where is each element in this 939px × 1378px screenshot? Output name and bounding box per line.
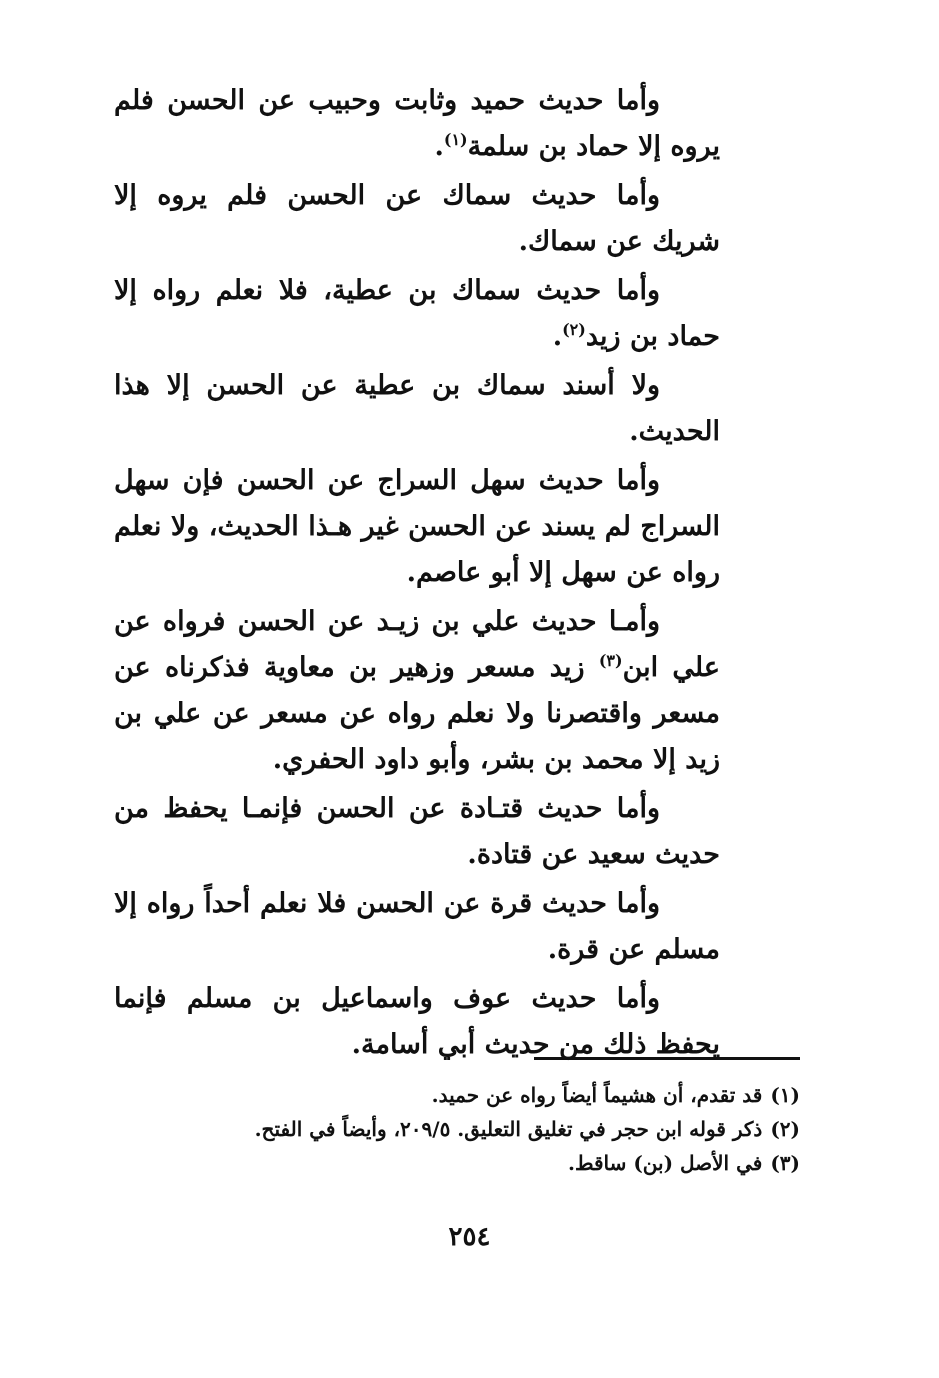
footnote-text: قد تقدم، أن هشيماً أيضاً رواه عن حميد. [431, 1083, 763, 1107]
paragraph-2: وأما حديث سماك عن الحسن فلم يروه إلا شريك عن سماك. [114, 180, 720, 257]
paragraph-7: وأما حديث قتـادة عن الحسن فإنمـا يحفظ من حديث سعيد عن قتادة. [114, 793, 720, 870]
paragraph-8: وأما حديث قرة عن الحسن فلا نعلم أحداً رواه إلا مسلم عن قرة. [114, 888, 720, 965]
paragraph-9: وأما حديث عوف واسماعيل بن مسلم فإنما يحفظ ذلك من حديث أبي أسامة. [114, 983, 720, 1060]
footnotes [194, 1078, 800, 1180]
footnote-ref-3: (٣) [598, 651, 623, 670]
footnote-ref-1: (١) [443, 130, 468, 149]
footnote-2 [194, 1112, 800, 1146]
footnote-1 [194, 1078, 800, 1112]
page-number: ٢٥٤ [448, 1222, 491, 1252]
footnote-number: (٣) [770, 1151, 800, 1175]
footnote-text: ذكر قوله ابن حجر في تغليق التعليق. ٢٠٩/٥، وأيضاً في الفتح. [254, 1117, 763, 1141]
paragraph-5: وأما حديث سهل السراج عن الحسن فإن سهل السراج لم يسند عن الحسن غير هـذا الحديث، ولا نعلم رواه عن سهل إلا أبو عاصم. [114, 465, 720, 588]
paragraph-6: وأمـا حديث علي بن زيـد عن الحسن فرواه عن علي ابن$^{(٣)}$ زيد مسعر وزهير بن معاوية فذكرناه عن مسعر واقتصرنا ولا نعلم رواه عن مسعر عن علي بن زيد إلا محمد بن بشر، وأبو داود الحفري. [114, 606, 720, 775]
footnote-text: في الأصل (بن) ساقط. [568, 1151, 763, 1175]
paragraph-3: وأما حديث سماك بن عطية، فلا نعلم رواه إلا حماد بن زيد$^{(٢)}$. [114, 275, 720, 352]
paragraph-4: ولا أسند سماك بن عطية عن الحسن إلا هذا الحديث. [114, 370, 720, 447]
footnote-ref-2: (٢) [562, 320, 586, 339]
footnote-number: (١) [770, 1083, 800, 1107]
footnote-number: (٢) [770, 1117, 800, 1141]
footnote-3 [194, 1146, 800, 1180]
footnote-separator [534, 1057, 800, 1060]
main-text [114, 78, 720, 1071]
paragraph-1: وأما حديث حميد وثابت وحبيب عن الحسن فلم يروه إلا حماد بن سلمة$^{(١)}$. [114, 85, 720, 162]
